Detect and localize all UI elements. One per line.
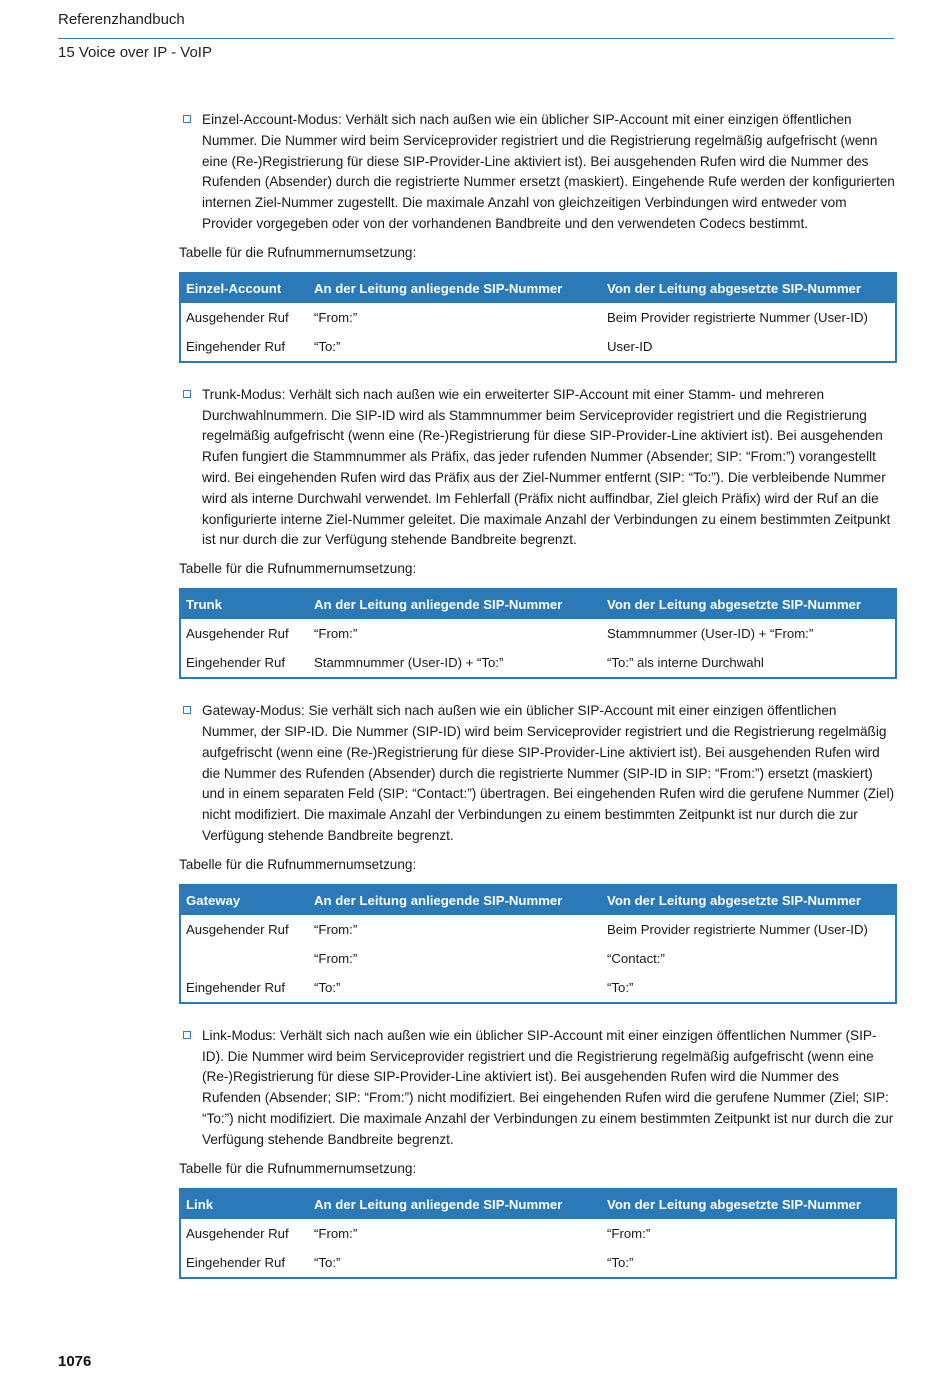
table-cell: Ausgehender Ruf [186, 1225, 289, 1241]
table-cell: “From:” [314, 626, 358, 642]
table-cell: “From:” [314, 309, 358, 325]
table-cell: “From:” [314, 921, 358, 937]
table-cell: Eingehender Ruf [186, 979, 285, 995]
header-divider [58, 38, 894, 39]
table-row [180, 619, 896, 648]
table-cell: Eingehender Ruf [186, 338, 285, 354]
table-header-cell: An der Leitung anliegende SIP-Nummer [309, 1189, 602, 1219]
mode-description [179, 110, 895, 235]
table-header-row [180, 885, 896, 915]
table-header-cell: Gateway [180, 885, 309, 915]
table-cell: “To:” als interne Durchwahl [607, 655, 764, 671]
table-header-cell: An der Leitung anliegende SIP-Nummer [309, 273, 602, 303]
table-caption: Tabelle für die Rufnummernumsetzung: [179, 856, 417, 872]
number-translation-table [179, 884, 897, 1004]
table-cell: “From:” [607, 1225, 651, 1241]
table-cell: Beim Provider registrierte Nummer (User-ID) [607, 921, 868, 937]
table-row [180, 1248, 896, 1278]
bullet-square-icon [183, 1031, 191, 1039]
table-cell: “To:” [314, 1254, 341, 1270]
table-header-row [180, 589, 896, 619]
table-cell: “To:” [607, 979, 634, 995]
table-header-cell: An der Leitung anliegende SIP-Nummer [309, 885, 602, 915]
number-translation-table [179, 1188, 897, 1279]
table-cell: Eingehender Ruf [186, 1254, 285, 1270]
table-header-cell: An der Leitung anliegende SIP-Nummer [309, 589, 602, 619]
table-cell: “From:” [314, 950, 358, 966]
header-title: Referenzhandbuch [58, 11, 185, 28]
table-cell: Ausgehender Ruf [186, 626, 289, 642]
mode-description-text: Link-Modus: Verhält sich nach außen wie ein üblicher SIP-Account mit einer einzigen öffentlichen Nummer (SIP-ID). Die Nummer wird beim Serviceprovider registriert und die Registrierung regelmäßig aufgefrischt (wenn eine (Re-)Registrierung für diese SIP-Provider-Line aktiviert ist). Bei ausgehenden Rufen wird die Nummer des Rufenden (Absender; SIP: “From:”) nicht modifiziert. Bei eingehenden Rufen wird die gerufene Nummer (Ziel; SIP: “To:”) nicht modifiziert. Die maximale Anzahl der Verbindungen zu einem bestimmten Zeitpunkt ist nur durch die zur Verfügung stehende Bandbreite begrenzt. [202, 1027, 894, 1147]
table-cell: “From:” [314, 1225, 358, 1241]
table-cell: Stammnummer (User-ID) + “To:” [314, 655, 504, 671]
table-row [180, 332, 896, 362]
table-row [180, 973, 896, 1003]
table-header-cell: Von der Leitung abgesetzte SIP-Nummer [602, 589, 896, 619]
page-number: 1076 [58, 1353, 92, 1370]
table-header-cell: Von der Leitung abgesetzte SIP-Nummer [602, 1189, 896, 1219]
table-cell: “To:” [314, 338, 341, 354]
table-header-cell: Trunk [180, 589, 309, 619]
chapter-title: 15 Voice over IP - VoIP [58, 44, 212, 61]
section-link [179, 1026, 895, 1279]
section-trunk [179, 385, 895, 679]
table-header-row [180, 1189, 896, 1219]
mode-description-text: Trunk-Modus: Verhält sich nach außen wie ein erweiterter SIP-Account mit einer Stamm- und mehreren Durchwahlnummern. Die SIP-ID wird als Stammnummer beim Serviceprovider registriert und die Registrierung regelmäßig aufgefrischt (wenn eine (Re-)Registrierung für diese SIP-Provider-Line aktiviert ist). Bei ausgehenden Rufen fungiert die Stammnummer als Präfix, das jeder rufenden Nummer (Absender; SIP: “From:”) vorangestellt wird. Bei eingehenden Rufen wird das Präfix aus der Ziel-Nummer entfernt (SIP: “To:”). Die verbleibende Nummer wird als interne Durchwahl verwendet. Im Fehlerfall (Präfix nicht auffindbar, Ziel gleich Präfix) wird der Ruf an die konfigurierte interne Ziel-Nummer geleitet. Die maximale Anzahl der Verbindungen zu einem bestimmten Zeitpunkt ist nur durch die zur Verfügung stehende Bandbreite begrenzt. [202, 386, 891, 548]
table-row [180, 944, 896, 973]
table-cell: Ausgehender Ruf [186, 921, 289, 937]
table-cell [180, 944, 309, 973]
mode-description-text: Gateway-Modus: Sie verhält sich nach außen wie ein üblicher SIP-Account mit einer einzigen öffentlichen Nummer, der SIP-ID. Die Nummer (SIP-ID) wird beim Serviceprovider registriert und die Registrierung regelmäßig aufgefrischt (wenn eine (Re-)Registrierung für diese SIP-Provider-Line aktiviert ist). Bei ausgehenden Rufen wird die Nummer des Rufenden (Absender) durch die registrierte Nummer (SIP-ID in SIP: “From:”) ersetzt (maskiert) und in einem separaten Feld (SIP: “Contact:”) übertragen. Bei eingehenden Rufen wird die gerufene Nummer (Ziel) nicht modifiziert. Die maximale Anzahl der Verbindungen zu einem bestimmten Zeitpunkt ist nur durch die zur Verfügung stehende Bandbreite begrenzt. [202, 703, 895, 843]
mode-description-text: Einzel-Account-Modus: Verhält sich nach außen wie ein üblicher SIP-Account mit einer einzigen öffentlichen Nummer. Die Nummer wird beim Serviceprovider registriert und die Registrierung regelmäßig aufgefrischt (wenn eine (Re-)Registrierung für diese SIP-Provider-Line aktiviert ist). Bei ausgehenden Rufen wird die Nummer des Rufenden (Absender) durch die registrierte Nummer ersetzt (maskiert). Eingehende Rufe werden der konfigurierten internen Ziel-Nummer zugestellt. Die maximale Anzahl von gleichzeitigen Verbindungen wird entweder vom Provider vorgegeben oder von der vorhandenen Bandbreite und den verwendeten Codecs bestimmt. [202, 112, 895, 231]
bullet-square-icon [183, 706, 191, 714]
table-cell: Beim Provider registrierte Nummer (User-ID) [607, 309, 868, 325]
table-header-cell: Einzel-Account [180, 273, 309, 303]
number-translation-table [179, 588, 897, 679]
table-row [180, 648, 896, 678]
table-caption: Tabelle für die Rufnummernumsetzung: [179, 1160, 417, 1176]
table-header-cell: Von der Leitung abgesetzte SIP-Nummer [602, 273, 896, 303]
main-content [179, 110, 895, 1301]
bullet-square-icon [183, 390, 191, 398]
table-cell: Stammnummer (User-ID) + “From:” [607, 626, 814, 642]
table-cell: “Contact:” [607, 950, 665, 966]
table-header-cell: Link [180, 1189, 309, 1219]
table-cell: “To:” [314, 979, 341, 995]
table-header-cell: Von der Leitung abgesetzte SIP-Nummer [602, 885, 896, 915]
mode-description [179, 701, 895, 847]
section-einzel-account [179, 110, 895, 363]
mode-description [179, 385, 895, 551]
section-gateway [179, 701, 895, 1004]
table-row [180, 915, 896, 944]
table-caption: Tabelle für die Rufnummernumsetzung: [179, 561, 417, 577]
table-caption: Tabelle für die Rufnummernumsetzung: [179, 244, 417, 260]
mode-description [179, 1026, 895, 1151]
table-cell: Ausgehender Ruf [186, 309, 289, 325]
table-header-row [180, 273, 896, 303]
table-cell: “To:” [607, 1254, 634, 1270]
number-translation-table [179, 272, 897, 363]
table-cell: Eingehender Ruf [186, 655, 285, 671]
bullet-square-icon [183, 115, 191, 123]
table-cell: User-ID [607, 338, 653, 354]
table-row [180, 1219, 896, 1248]
table-row [180, 303, 896, 332]
